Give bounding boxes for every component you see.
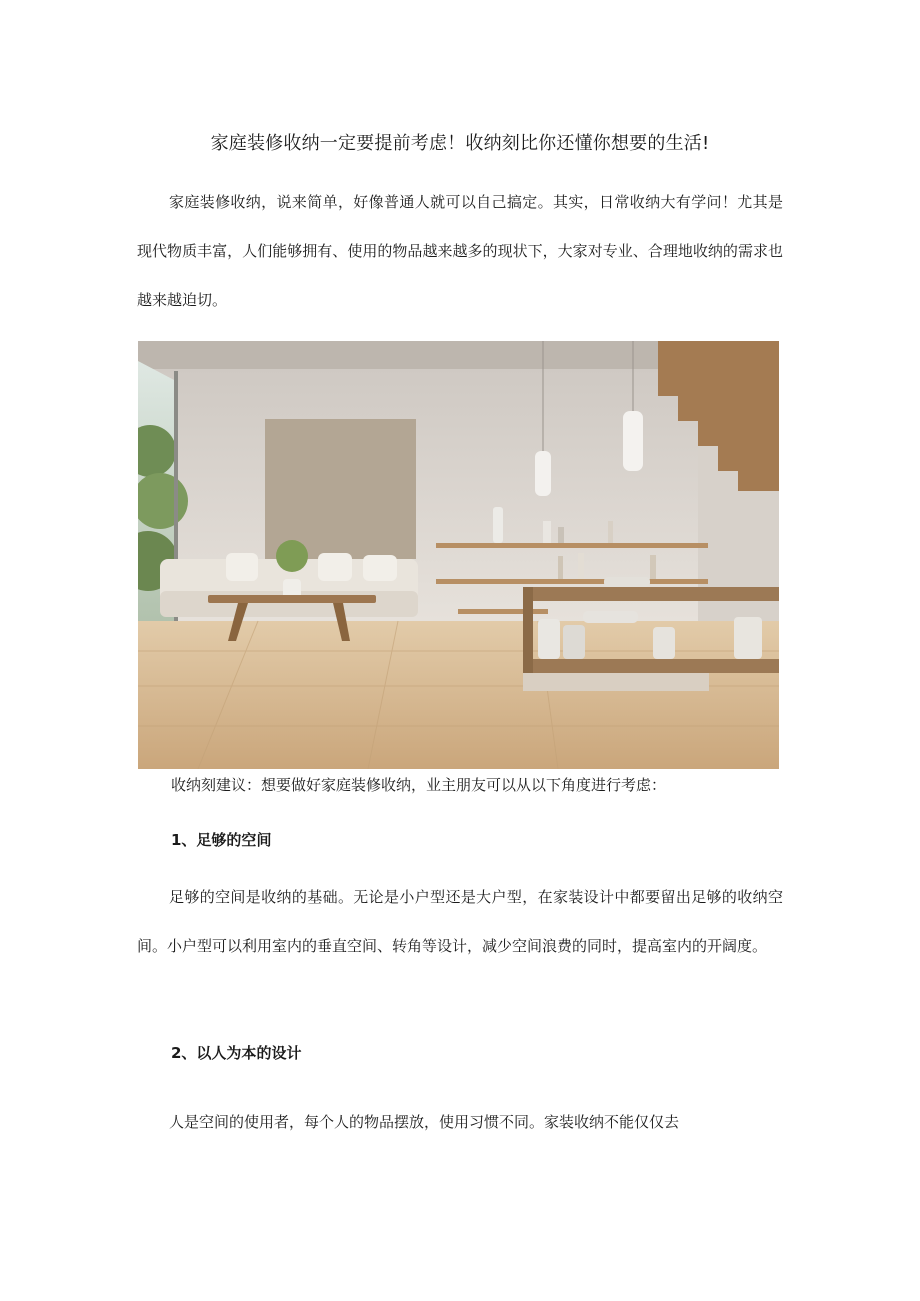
section-heading-people: 2、以人为本的设计	[171, 1044, 302, 1062]
intro-paragraph: 家庭装修收纳，说来简单，好像普通人就可以自己搞定。其实，日常收纳大有学问！尤其是现代物质丰富，人们能够拥有、使用的物品越来越多的现状下，大家对专业、合理地收纳的需求也越来越迫切。	[137, 193, 783, 309]
page-title: 家庭装修收纳一定要提前考虑！收纳刻比你还懂你想要的生活!	[210, 133, 710, 154]
section-body-space: 足够的空间是收纳的基础。无论是小户型还是大户型，在家装设计中都要留出足够的收纳空间。小户型可以利用室内的垂直空间、转角等设计，减少空间浪费的同时，提高室内的开阔度。	[137, 888, 783, 955]
section-body-people: 人是空间的使用者，每个人的物品摆放，使用习惯不同。家装收纳不能仅仅去	[169, 1113, 680, 1131]
living-room-illustration	[138, 341, 779, 769]
section-heading-space: 1、足够的空间	[171, 831, 272, 849]
suggestion-text: 收纳刻建议：想要做好家庭装修收纳，业主朋友可以从以下角度进行考虑：	[171, 776, 667, 794]
living-room-photo	[138, 341, 779, 769]
